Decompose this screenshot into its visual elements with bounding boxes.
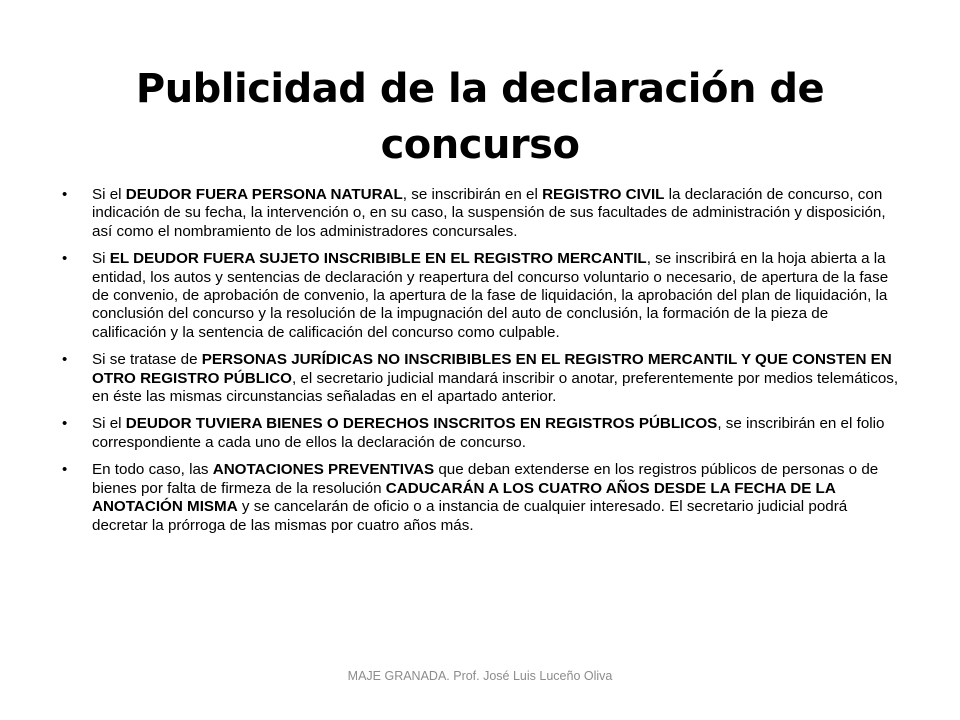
bullet-text: , el secretario judicial mandará inscribir o anotar, preferentemente por medios telemáticos, en éste las mismas circunstancias señaladas en el apartado anterior. [92, 369, 899, 406]
bullet-text: la declaración de concurso, con indicación de su fecha, la intervención o, en su caso, la suspensión de sus facultades de administración y disposición, así como el nombramiento de los administradores concursales. [92, 186, 886, 240]
bullet-icon: • [62, 351, 68, 369]
bullet-bold-text: DEUDOR FUERA PERSONA NATURAL [125, 186, 403, 203]
bullet-item-2 [62, 250, 904, 342]
bullet-item-3 [62, 351, 904, 406]
bullet-bold-text: EL DEUDOR FUERA SUJETO INSCRIBIBLE EN EL REGISTRO MERCANTIL [109, 250, 647, 268]
bullet-bold-text: CADUCARÁN A LOS CUATRO AÑOS DESDE LA FECHA DE LA ANOTACIÓN MISMA [92, 479, 836, 516]
bullet-icon: • [62, 250, 68, 268]
slide-footer: MAJE GRANADA. Prof. José Luis Luceño Oliva [347, 669, 613, 683]
bullet-text: y se cancelarán de oficio o a instancia de cualquier interesado. El secretario judicial podrá decretar la prórroga de las mismas por cuatro años más. [92, 498, 848, 534]
bullet-icon: • [62, 461, 68, 479]
bullet-text: Si el [92, 186, 126, 203]
bullet-text: que deban extenderse en los registros públicos de personas o de bienes por falta de firmeza de la resolución [92, 461, 879, 497]
bullet-text: , se inscribirán en el folio correspondiente a cada uno de ellos la declaración de concurso. [92, 415, 885, 451]
slide-title: Publicidad de la declaración de concurso [135, 65, 825, 168]
bullet-text: Si el [92, 415, 126, 433]
bullet-item-5 [62, 461, 904, 535]
bullet-bold-text: ANOTACIONES PREVENTIVAS [212, 461, 435, 479]
bullet-bold-text: DEUDOR TUVIERA BIENES O DERECHOS INSCRITOS EN REGISTROS PÚBLICOS [125, 415, 718, 433]
bullet-text: Si [92, 250, 110, 268]
bullet-item-1 [62, 186, 904, 241]
bullet-text: , se inscribirán en el [402, 186, 543, 203]
bullet-list [62, 186, 904, 544]
bullet-text: En todo caso, las [92, 461, 213, 479]
bullet-icon: • [62, 415, 68, 433]
bullet-item-4 [62, 415, 904, 452]
bullet-text: Si se tratase de [92, 351, 202, 369]
bullet-bold-text: REGISTRO CIVIL [542, 186, 665, 203]
bullet-text: , se inscribirá en la hoja abierta a la entidad, los autos y sentencias de declaración y reapertura del concurso voluntario o necesario, de apertura de la fase de convenio, de aprobación de convenio, la apertura de la fase de liquidación, la aprobación del plan de liquidación, la conclusión del concurso y la resolución de la impugnación del auto de conclusión, la formación de la pieza de calificación y la sentencia de calificación del concurso como culpable. [92, 250, 889, 341]
bullet-icon: • [62, 186, 68, 203]
bullet-bold-text: PERSONAS JURÍDICAS NO INSCRIBIBLES EN EL REGISTRO MERCANTIL Y QUE CONSTEN EN OTRO REGISTRO PÚBLICO [92, 351, 892, 387]
